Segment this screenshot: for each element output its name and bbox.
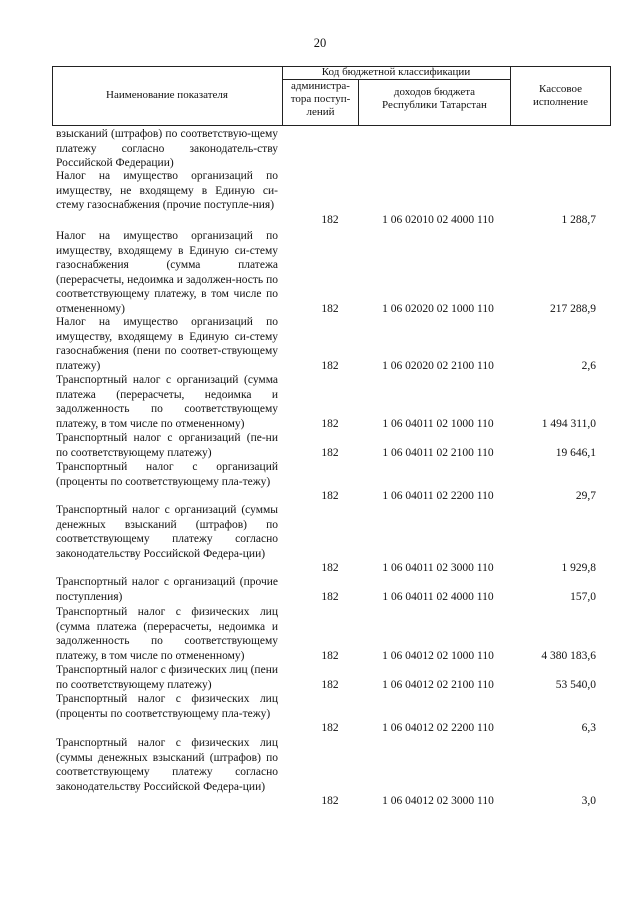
row-amount: 4 380 183,6 (541, 649, 596, 662)
row-indicator-name: Транспортный налог с физических лиц (проценты по соответствующему пла-тежу) (56, 693, 278, 720)
row-indicator-name: Транспортный налог с физических лиц (сумма платежа (перерасчеты, недоимка и задолженность по соответствующему платежу, в том числе по отмененному) (56, 606, 278, 662)
row-admin-code: 182 (321, 490, 339, 503)
row-amount: 1 288,7 (561, 213, 596, 226)
row-admin-code: 182 (321, 359, 339, 372)
row-indicator-name: Транспортный налог с физических лиц (суммы денежных взысканий (штрафов) по соответствующему платежу согласно законодательству Российской Федера-ции) (56, 737, 278, 793)
row-budget-code: 1 06 04011 02 4000 110 (382, 590, 494, 603)
table-header (52, 66, 611, 126)
row-amount: 6,3 (581, 722, 596, 735)
row-budget-code: 1 06 02010 02 4000 110 (382, 213, 494, 226)
row-indicator-name: Транспортный налог с организаций (проценты по соответствующему пла-тежу) (56, 461, 278, 488)
row-indicator-name: Транспортный налог с организаций (сумма платежа (перерасчеты, недоимка и задолженность по соответствующему платежу, в том числе по отмененному) (56, 374, 278, 430)
row-budget-code: 1 06 04012 02 2200 110 (382, 722, 494, 735)
header-execution-column: Кассовое исполнение (533, 83, 588, 108)
row-budget-code: 1 06 04012 02 1000 110 (382, 649, 494, 662)
row-admin-code: 182 (321, 303, 339, 315)
header-income-column: доходов бюджета Республики Татарстан (382, 86, 487, 111)
row-budget-code: 1 06 04011 02 2100 110 (382, 446, 494, 459)
row-budget-code: 1 06 04012 02 2100 110 (382, 678, 494, 691)
row-budget-code: 1 06 04011 02 2200 110 (382, 490, 494, 503)
row-admin-code: 182 (321, 795, 339, 808)
row-amount: 1 929,8 (561, 562, 596, 575)
row-amount: 217 288,9 (550, 303, 596, 315)
row-indicator-name: Налог на имущество организаций по имуществу, не входящему в Единую си-стему газоснабжения (прочие поступле-ния) (56, 170, 278, 212)
header-admin-column: администра- тора поступ- лений (290, 80, 351, 118)
row-admin-code: 182 (321, 213, 339, 226)
row-amount: 53 540,0 (555, 678, 596, 691)
row-amount: 19 646,1 (555, 446, 596, 459)
row-admin-code: 182 (321, 446, 339, 459)
header-classification-group: Код бюджетной классификации (321, 66, 471, 78)
row-admin-code: 182 (321, 590, 339, 603)
row-amount: 157,0 (570, 590, 596, 603)
row-indicator-name: Транспортный налог с организаций (суммы денежных взысканий (штрафов) по соответствующему платежу согласно законодательству Российской Федера-ции) (56, 504, 278, 560)
row-amount: 3,0 (581, 795, 596, 808)
row-admin-code: 182 (321, 562, 339, 575)
row-amount: 2,6 (581, 359, 596, 372)
row-admin-code: 182 (321, 678, 339, 691)
row-admin-code: 182 (321, 722, 339, 735)
row-budget-code: 1 06 04012 02 3000 110 (382, 795, 494, 808)
row-budget-code: 1 06 02020 02 2100 110 (382, 359, 494, 372)
header-name-column: Наименование показателя (106, 89, 228, 101)
row-indicator-name: Налог на имущество организаций по имуществу, входящему в Единую си-стему газоснабжения (сумма платежа (перерасчеты, недоимка и задолжен-ность по соответствующему платежу, в том числе по отмененному) (56, 230, 278, 315)
row-budget-code: 1 06 02020 02 1000 110 (382, 303, 494, 315)
row-admin-code: 182 (321, 649, 339, 662)
row-indicator-name: взысканий (штрафов) по соответствую-щему платежу согласно законодатель-ству Российской Федерации) (56, 128, 278, 170)
row-budget-code: 1 06 04011 02 1000 110 (382, 417, 494, 430)
row-amount: 29,7 (575, 490, 596, 503)
row-budget-code: 1 06 04011 02 3000 110 (382, 562, 494, 575)
row-indicator-name: Транспортный налог с организаций (прочие поступления) (56, 576, 278, 603)
row-amount: 1 494 311,0 (541, 417, 596, 430)
row-indicator-name: Транспортный налог с физических лиц (пени по соответствующему платежу) (56, 664, 278, 691)
row-indicator-name: Транспортный налог с организаций (пе-ни по соответствующему платежу) (56, 432, 278, 459)
page-number: 20 (313, 36, 327, 50)
row-indicator-name: Налог на имущество организаций по имуществу, входящему в Единую си-стему газоснабжения (пени по соответ-ствующему платежу) (56, 316, 278, 372)
row-admin-code: 182 (321, 417, 339, 430)
